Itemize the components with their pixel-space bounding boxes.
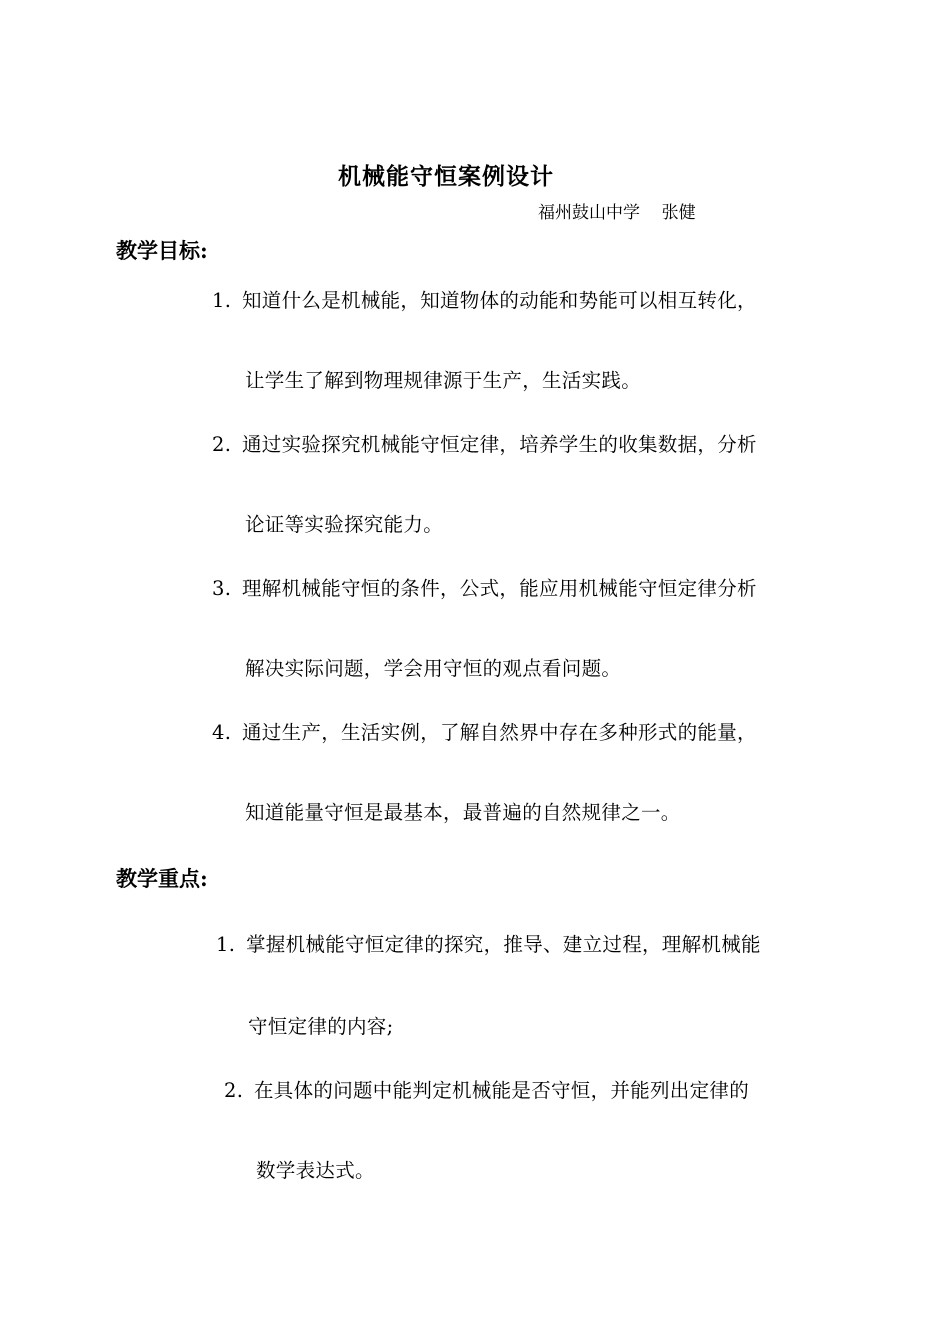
key-points-heading: 教学重点: (116, 866, 208, 891)
key-point-item-1-text: 掌握机械能守恒定律的探究，推导、建立过程，理解机械能 (246, 933, 761, 956)
objective-item-1-number: 1. (212, 289, 232, 312)
objective-item-3-text: 理解机械能守恒的条件，公式，能应用机械能守恒定律分析 (242, 577, 757, 600)
author-line: 福州鼓山中学 张健 (538, 203, 696, 223)
objective-item-4-line1 (212, 718, 757, 748)
key-point-item-1-number: 1. (216, 933, 236, 956)
key-point-item-2-line2: 数学表达式。 (256, 1159, 375, 1182)
objective-item-1-line1 (212, 286, 757, 316)
key-point-item-2-number: 2. (224, 1079, 244, 1102)
objective-item-2-line1 (212, 430, 757, 460)
objective-item-2-text: 通过实验探究机械能守恒定律，培养学生的收集数据，分析 (242, 433, 757, 456)
objective-item-1-text: 知道什么是机械能，知道物体的动能和势能可以相互转化， (242, 289, 757, 312)
objective-item-3-line2: 解决实际问题，学会用守恒的观点看问题。 (245, 657, 622, 680)
objective-item-3-line1 (212, 574, 757, 604)
objective-item-4-number: 4. (212, 721, 232, 744)
key-point-item-2-line1 (224, 1076, 749, 1106)
key-point-item-2-text: 在具体的问题中能判定机械能是否守恒，并能列出定律的 (254, 1079, 750, 1102)
objective-item-2-line2: 论证等实验探究能力。 (245, 513, 444, 536)
objective-item-2-number: 2. (212, 433, 232, 456)
key-point-item-1-line2: 守恒定律的内容; (248, 1015, 394, 1038)
objective-item-4-text: 通过生产，生活实例，了解自然界中存在多种形式的能量， (242, 721, 757, 744)
objective-item-4-line2: 知道能量守恒是最基本，最普遍的自然规律之一。 (245, 801, 681, 824)
document-title: 机械能守恒案例设计 (338, 163, 554, 190)
objective-item-3-number: 3. (212, 577, 232, 600)
objective-item-1-line2: 让学生了解到物理规律源于生产，生活实践。 (245, 369, 642, 392)
objectives-heading: 教学目标: (116, 238, 208, 263)
key-point-item-1-line1 (216, 930, 761, 960)
